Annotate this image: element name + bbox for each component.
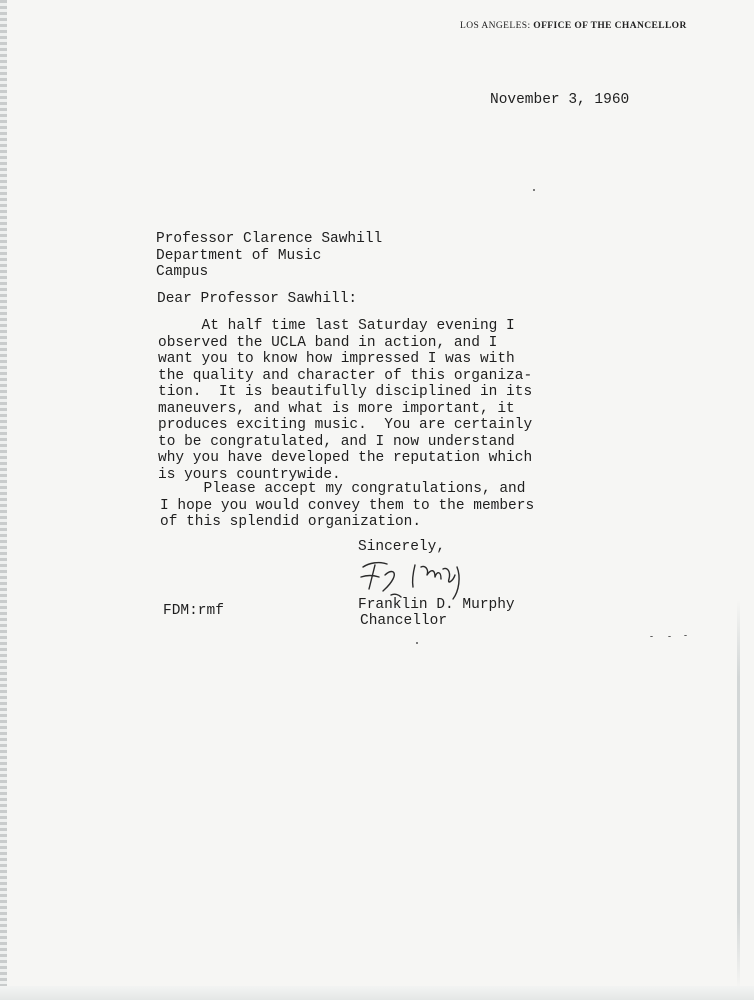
paragraph-line: want you to know how impressed I was with — [158, 351, 515, 367]
letterhead-location: LOS ANGELES: — [460, 21, 534, 31]
letterhead-office: OFFICE OF THE CHANCELLOR — [533, 21, 687, 31]
paragraph-line: Please accept my congratulations, and — [160, 481, 526, 497]
reference-initials: FDM:rmf — [163, 603, 224, 619]
paper-speck — [533, 189, 535, 191]
paragraph-line: to be congratulated, and I now understand — [158, 433, 515, 450]
paper-speck — [416, 642, 418, 644]
paragraph-line: maneuvers, and what is more important, it — [158, 400, 515, 417]
paragraph-line: I hope you would convey them to the members — [160, 497, 535, 514]
recipient-line: Department of Music — [156, 247, 322, 264]
letter-date: November 3, 1960 — [490, 92, 630, 108]
paragraph-line: of this splendid organization. — [160, 514, 422, 530]
paragraph-line: is yours countrywide. — [158, 466, 341, 483]
paragraph-line: why you have developed the reputation which — [158, 450, 533, 466]
recipient-address — [156, 231, 382, 281]
body-paragraph-2 — [160, 481, 534, 531]
signer-title: Chancellor — [360, 613, 448, 629]
recipient-line: Campus — [156, 264, 209, 280]
page-right-shadow — [737, 600, 740, 990]
page-binding-edge — [0, 0, 7, 1000]
paragraph-line: produces exciting music. You are certainly — [158, 417, 533, 433]
page-bottom-edge — [0, 986, 754, 1000]
salutation: Dear Professor Sawhill: — [157, 291, 358, 307]
closing: Sincerely, — [358, 539, 446, 555]
recipient-line: Professor Clarence Sawhill — [156, 231, 383, 247]
paragraph-line: At half time last Saturday evening I — [158, 318, 515, 334]
paper-speck — [650, 636, 653, 637]
letterhead — [460, 21, 750, 31]
paragraph-line: observed the UCLA band in action, and I — [158, 334, 498, 351]
body-paragraph-1 — [158, 318, 532, 483]
paragraph-line: tion. It is beautifully disciplined in its — [158, 384, 533, 400]
signer-name: Franklin D. Murphy — [358, 597, 515, 613]
paragraph-line: the quality and character of this organiza- — [158, 367, 533, 384]
paper-speck — [684, 635, 687, 636]
paper-speck — [668, 636, 671, 637]
